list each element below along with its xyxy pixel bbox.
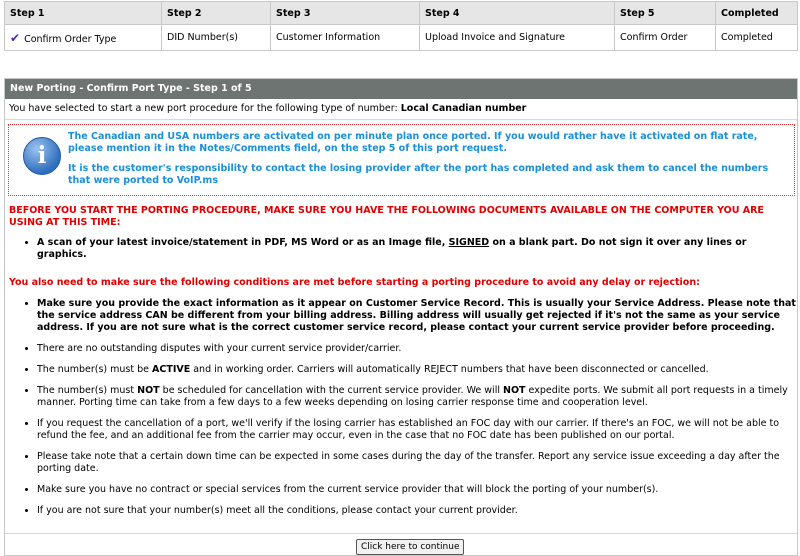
list-item: • There are no outstanding disputes with your current service provider/carrier. <box>37 343 797 355</box>
step-value: Completed <box>716 25 798 51</box>
list-item <box>37 237 797 261</box>
cond-text: The number(s) must <box>37 385 138 396</box>
conditions-heading: You also need to make sure the following conditions are met before starting a porting procedure to avoid any delay or rejection: <box>9 277 700 288</box>
list-item: • If you request the cancellation of a port, we'll verify if the losing carrier has established an FOC day with our carrier. If there's an FOC, we will not be able to refund the fee, and an additional fee from the carrier may occur, even in the case that no FOC date has been published on our portal. <box>37 418 797 442</box>
cond-emphasis: NOT <box>503 385 526 396</box>
list-item: • Please take note that a certain down time can be expected in some cases during the day of the transfer. Report any service issue exceeding a day after the porting date. <box>37 451 797 475</box>
step-header: Step 3 <box>271 2 420 25</box>
step-header: Step 5 <box>615 2 716 25</box>
panel-title: New Porting - Confirm Port Type - Step 1 of 5 <box>5 79 797 99</box>
selected-prefix: You have selected to start a new port procedure for the following type of number: <box>9 103 401 114</box>
step-header: Step 1 <box>5 2 162 25</box>
cond-text: and in working order. Carriers will automatically REJECT numbers that have been disconnected or cancelled. <box>190 364 709 375</box>
info-icon: i <box>23 137 61 175</box>
cond-emphasis: ACTIVE <box>152 364 191 375</box>
step-header: Step 2 <box>162 2 271 25</box>
list-item <box>37 385 797 409</box>
step-value: DID Number(s) <box>162 25 271 51</box>
doc-signed: SIGNED <box>448 237 490 248</box>
divider <box>5 533 797 534</box>
cond-text: be scheduled for cancellation with the current service provider. We will <box>159 385 503 396</box>
steps-value-row <box>5 25 798 51</box>
cond-emphasis: NOT <box>137 385 160 396</box>
info-text <box>68 131 788 195</box>
steps-table <box>4 1 798 51</box>
step-header: Step 4 <box>420 2 615 25</box>
doc-text: on a blank part. Do not sign it over any lines or graphics. <box>37 237 747 260</box>
checkmark-icon: ✔ <box>10 30 21 45</box>
step-header: Completed <box>716 2 798 25</box>
porting-panel <box>4 78 798 556</box>
conditions-list <box>5 298 797 517</box>
cond-text: The number(s) must be <box>37 364 153 375</box>
step-value: Confirm Order Type <box>24 33 117 45</box>
list-item: • Make sure you provide the exact information as it appear on Customer Service Record. This is usually your Service Address. Please note that the service address CAN be different from your billing address. Billing address will usually get rejected if it's not the same as your service address. If you are not sure what is the correct customer service record, please contact your current service provider before proceeding. <box>37 298 797 334</box>
info-paragraph: It is the customer's responsibility to contact the losing provider after the port has completed and ask them to cancel the numbers that were ported to VoIP.ms <box>68 163 769 186</box>
info-paragraph: The Canadian and USA numbers are activated on per minute plan once ported. If you would rather have it activated on flat rate, please mention it in the Notes/Comments field, on the step 5 of this port request. <box>68 131 758 154</box>
documents-heading: BEFORE YOU START THE PORTING PROCEDURE, MAKE SURE YOU HAVE THE FOLLOWING DOCUMENTS AVAILABLE ON THE COMPUTER YOU ARE USING AT THIS TIME: <box>9 205 764 228</box>
list-item: • Make sure you have no contract or special services from the current service provider that will block the porting of your number(s). <box>37 484 797 496</box>
cond-text: expedite ports. We submit all port requests in a timely manner. Porting time can take from a few days to a few weeks depending on losing carrier response time and cooperation level. <box>37 385 788 408</box>
selected-type: Local Canadian number <box>400 103 527 114</box>
step-value: Confirm Order <box>615 25 716 51</box>
selected-number-type <box>5 99 797 120</box>
list-item: • If you are not sure that your number(s) meet all the conditions, please contact your current provider. <box>37 505 797 517</box>
step-value: Upload Invoice and Signature <box>420 25 615 51</box>
steps-header-row <box>5 2 798 25</box>
info-box <box>8 124 795 196</box>
step-1-cell <box>5 25 162 51</box>
continue-button[interactable]: Click here to continue <box>356 539 464 555</box>
list-item <box>37 364 797 376</box>
documents-list <box>5 237 797 261</box>
step-value: Customer Information <box>271 25 420 51</box>
doc-text: A scan of your latest invoice/statement in PDF, MS Word or as an Image file, <box>37 237 449 248</box>
